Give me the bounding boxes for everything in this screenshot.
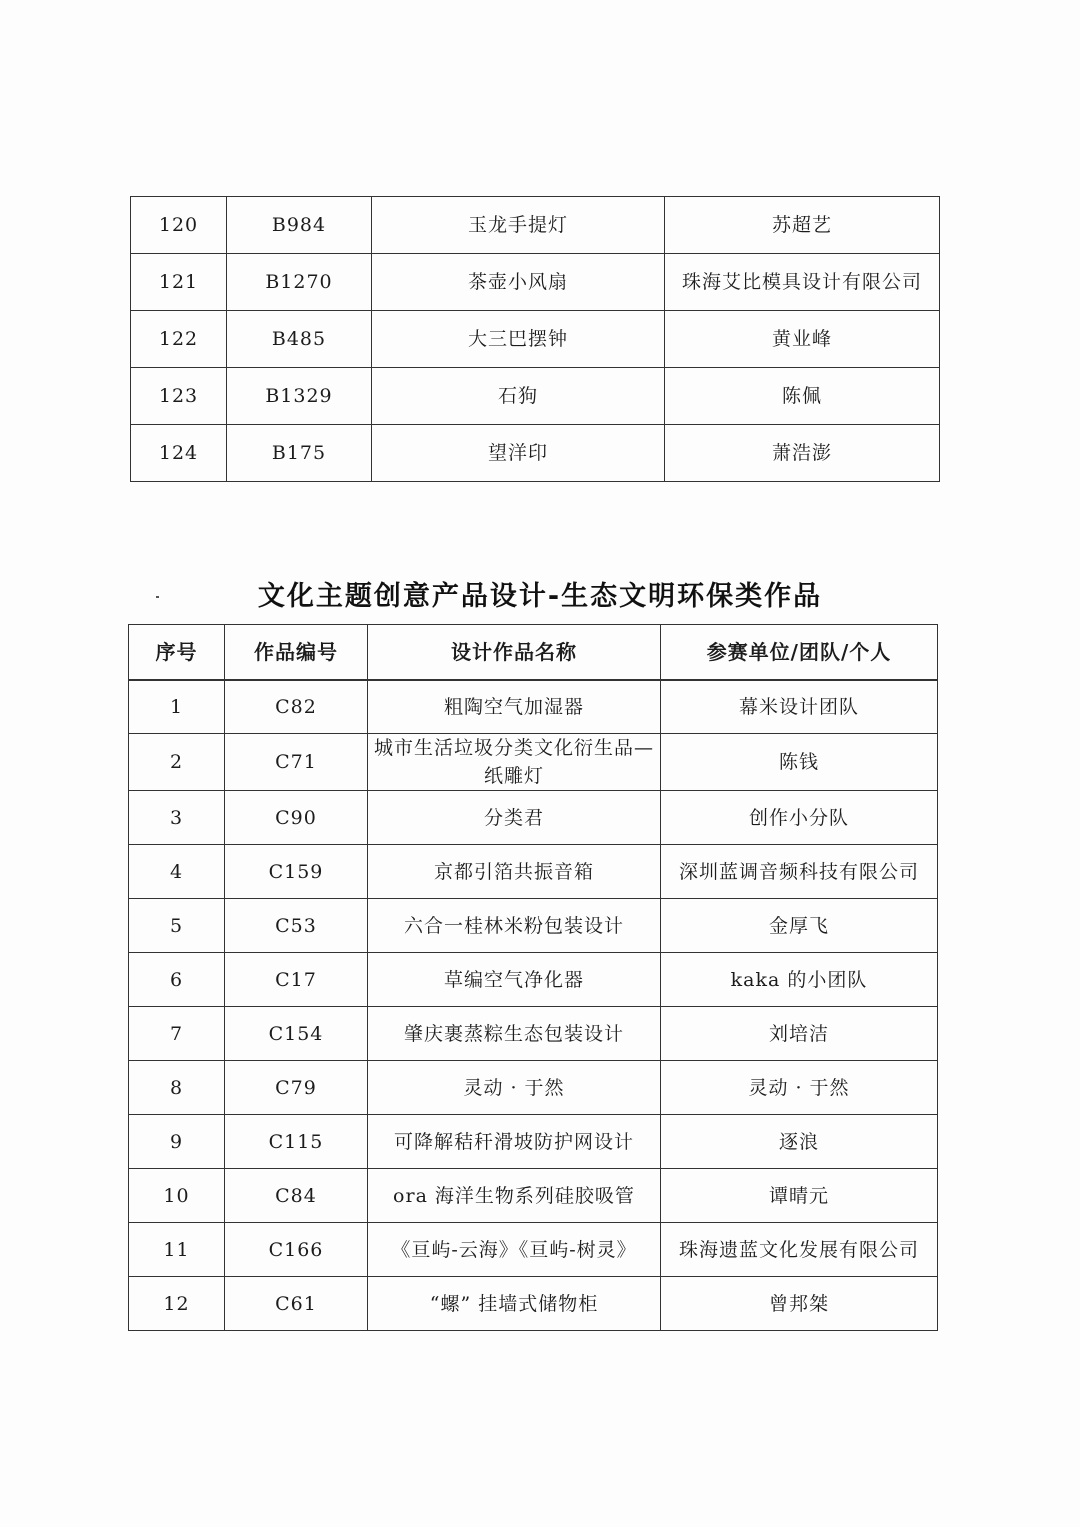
cell-name: 玉龙手提灯	[372, 197, 665, 254]
cell-name: 粗陶空气加湿器	[368, 680, 661, 734]
header-code: 作品编号	[225, 625, 368, 680]
section-title: 文化主题创意产品设计-生态文明环保类作品	[257, 581, 823, 612]
cell-no: 3	[129, 791, 225, 845]
table-row	[131, 254, 940, 311]
cell-entrant: 逐浪	[661, 1115, 938, 1169]
cell-name: 京都引箔共振音箱	[368, 845, 661, 899]
header-entrant: 参赛单位/团队/个人	[661, 625, 938, 680]
cell-no: 7	[129, 1007, 225, 1061]
table-row	[129, 899, 938, 953]
cell-name: 六合一桂林米粉包装设计	[368, 899, 661, 953]
cell-code: C154	[225, 1007, 368, 1061]
table-row	[129, 1115, 938, 1169]
cell-no: 1	[129, 680, 225, 734]
table-row	[129, 1061, 938, 1115]
table-row	[129, 791, 938, 845]
cell-code: C17	[225, 953, 368, 1007]
cell-name: 肇庆裹蒸粽生态包装设计	[368, 1007, 661, 1061]
cell-no: 121	[131, 254, 227, 311]
cell-entrant: 黄业峰	[665, 311, 940, 368]
table-row	[129, 953, 938, 1007]
table-row	[129, 734, 938, 791]
cell-entrant: 陈钱	[661, 734, 938, 791]
cell-entrant: 珠海遗蓝文化发展有限公司	[661, 1223, 938, 1277]
eco-entries-table	[128, 624, 938, 1331]
cell-entrant: 陈佩	[665, 368, 940, 425]
cell-name: 大三巴摆钟	[372, 311, 665, 368]
cell-code: C115	[225, 1115, 368, 1169]
cell-no: 123	[131, 368, 227, 425]
cell-code: C61	[225, 1277, 368, 1331]
cell-code: C84	[225, 1169, 368, 1223]
cell-no: 8	[129, 1061, 225, 1115]
cell-no: 12	[129, 1277, 225, 1331]
cell-code: B485	[227, 311, 372, 368]
cell-code: C82	[225, 680, 368, 734]
cell-name: 望洋印	[372, 425, 665, 482]
cell-entrant: 苏超艺	[665, 197, 940, 254]
cell-name: 可降解秸秆滑坡防护网设计	[368, 1115, 661, 1169]
table-row	[131, 425, 940, 482]
cell-name: 《亘屿-云海》《亘屿-树灵》	[368, 1223, 661, 1277]
cell-no: 9	[129, 1115, 225, 1169]
cell-name: ora 海洋生物系列硅胶吸管	[368, 1169, 661, 1223]
cell-entrant: 灵动 · 于然	[661, 1061, 938, 1115]
table-row	[129, 680, 938, 734]
table-row	[129, 845, 938, 899]
cell-code: C90	[225, 791, 368, 845]
table-row	[131, 311, 940, 368]
cell-entrant: 深圳蓝调音频科技有限公司	[661, 845, 938, 899]
cell-no: 2	[129, 734, 225, 791]
table-row	[131, 368, 940, 425]
cell-entrant: kaka 的小团队	[661, 953, 938, 1007]
header-no: 序号	[129, 625, 225, 680]
table-row	[129, 1169, 938, 1223]
cell-no: 10	[129, 1169, 225, 1223]
cell-code: C159	[225, 845, 368, 899]
cell-no: 120	[131, 197, 227, 254]
cell-no: 124	[131, 425, 227, 482]
cell-entrant: 创作小分队	[661, 791, 938, 845]
cell-name: 草编空气净化器	[368, 953, 661, 1007]
cell-name: 灵动 · 于然	[368, 1061, 661, 1115]
cell-entrant: 曾邦桀	[661, 1277, 938, 1331]
cell-entrant: 刘培洁	[661, 1007, 938, 1061]
cell-entrant: 金厚飞	[661, 899, 938, 953]
cell-entrant: 萧浩澎	[665, 425, 940, 482]
cell-no: 5	[129, 899, 225, 953]
cell-no: 6	[129, 953, 225, 1007]
cell-code: C79	[225, 1061, 368, 1115]
table-row	[129, 1277, 938, 1331]
cell-code: B175	[227, 425, 372, 482]
cell-name: 石狗	[372, 368, 665, 425]
header-name: 设计作品名称	[368, 625, 661, 680]
cell-entrant: 谭晴元	[661, 1169, 938, 1223]
cell-code: B984	[227, 197, 372, 254]
cell-code: C53	[225, 899, 368, 953]
cell-no: 4	[129, 845, 225, 899]
cell-code: C166	[225, 1223, 368, 1277]
cell-name: 城市生活垃圾分类文化衍生品—纸雕灯	[368, 734, 661, 791]
cell-entrant: 珠海艾比模具设计有限公司	[665, 254, 940, 311]
table-row	[131, 197, 940, 254]
cell-name: 分类君	[368, 791, 661, 845]
cell-code: C71	[225, 734, 368, 791]
cell-name: “螺” 挂墙式储物柜	[368, 1277, 661, 1331]
cell-code: B1270	[227, 254, 372, 311]
cell-entrant: 幕米设计团队	[661, 680, 938, 734]
table-row	[129, 1007, 938, 1061]
table-row	[129, 1223, 938, 1277]
cell-no: 122	[131, 311, 227, 368]
cell-code: B1329	[227, 368, 372, 425]
entries-table-continued	[130, 196, 940, 482]
table-header-row	[129, 625, 938, 680]
cell-no: 11	[129, 1223, 225, 1277]
cell-name: 茶壶小风扇	[372, 254, 665, 311]
